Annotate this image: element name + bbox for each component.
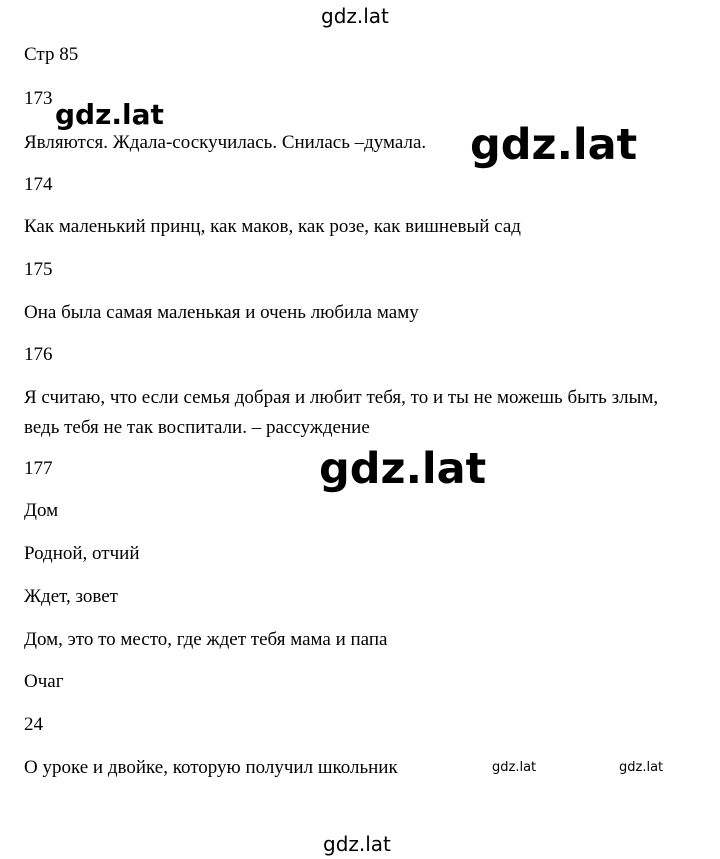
answer-173-line-1: Являются. Ждала-соскучилась. Снилась –думала. — [24, 132, 427, 153]
answer-175-line-1: Она была самая маленькая и очень любила маму — [24, 302, 419, 323]
answer-177-line-1: Дом — [24, 500, 59, 521]
answer-177-line-4: Дом, это то место, где ждет тебя мама и папа — [24, 629, 388, 650]
watermark-bottom: gdz.lat — [323, 832, 391, 856]
answer-number-176: 176 — [24, 344, 53, 365]
answer-174-line-1: Как маленький принц, как маков, как розе, как вишневый сад — [24, 216, 521, 237]
watermark-small-left: gdz.lat — [492, 760, 537, 775]
answer-177-line-3: Ждет, зовет — [24, 586, 118, 607]
answer-number-173: 173 — [24, 88, 53, 109]
watermark-top: gdz.lat — [321, 4, 389, 28]
watermark-right-large: gdz.lat — [470, 120, 638, 170]
answer-24-line-1: О уроке и двойке, которую получил школьник — [24, 757, 398, 778]
answer-number-24: 24 — [24, 714, 43, 735]
watermark-center-large: gdz.lat — [319, 444, 487, 494]
watermark-small-right: gdz.lat — [619, 760, 664, 775]
answer-number-175: 175 — [24, 259, 53, 280]
answer-number-174: 174 — [24, 174, 53, 195]
answer-177-line-5: Очаг — [24, 671, 64, 692]
watermark-inline: gdz.lat — [55, 98, 164, 131]
answer-176-paragraph: Я считаю, что если семья добрая и любит тебя, то и ты не можешь быть злым, ведь тебя не так воспитали. – рассуждение — [24, 387, 659, 438]
answer-number-177: 177 — [24, 458, 53, 479]
answer-177-line-2: Родной, отчий — [24, 543, 140, 564]
page-label: Стр 85 — [24, 44, 79, 65]
